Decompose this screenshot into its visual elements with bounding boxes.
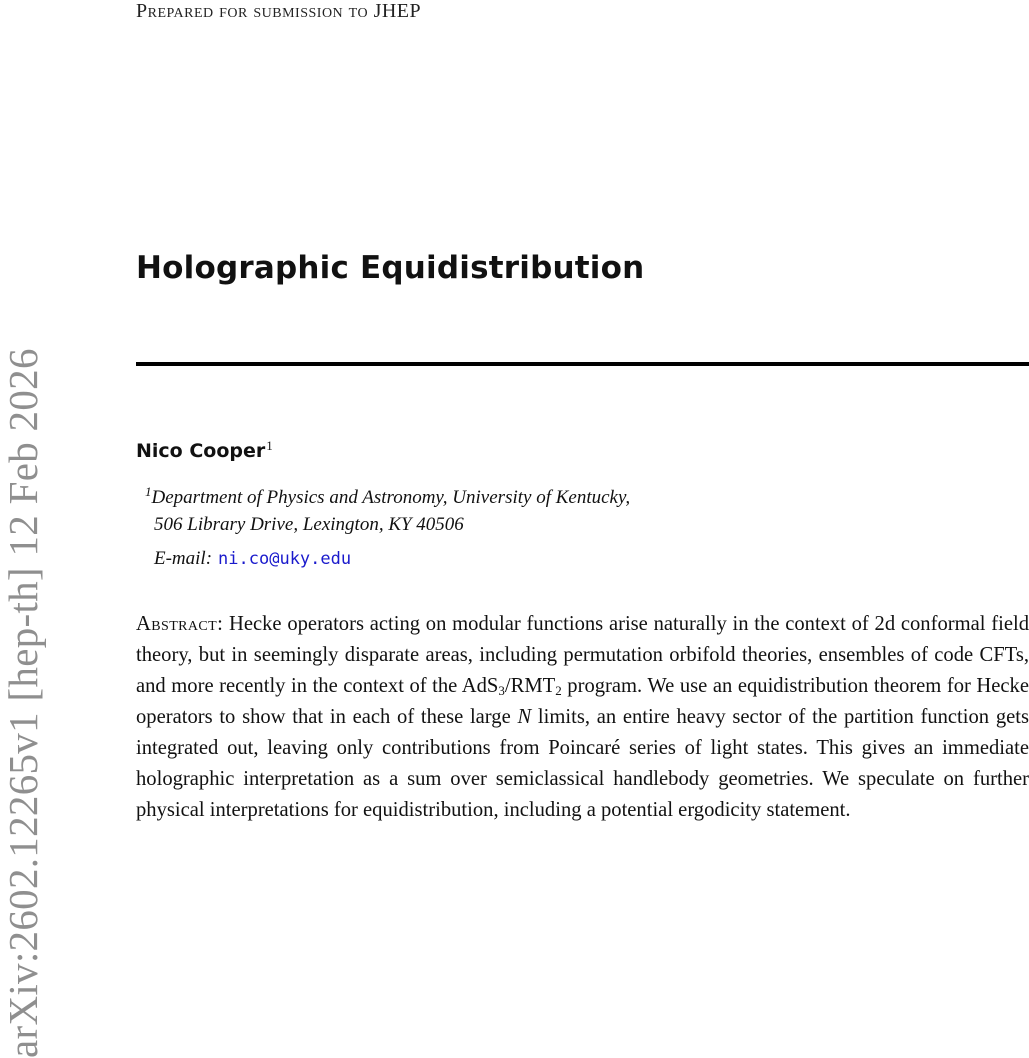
- abstract-variable-n: N: [517, 706, 532, 728]
- abstract-subscript-ads: 3: [498, 683, 505, 698]
- abstract-subscript-rmt: 2: [555, 683, 562, 698]
- author-name: Nico Cooper: [136, 440, 266, 462]
- abstract-heading: Abstract:: [136, 613, 224, 635]
- paper-title: Holographic Equidistribution: [136, 250, 645, 286]
- email-row: [154, 548, 351, 570]
- journal-header: Prepared for submission to JHEP: [136, 0, 422, 22]
- abstract-text-3: program. We use an equidistribution theorem for Hecke operators to show that in each of these large: [136, 675, 1029, 728]
- affiliation-line-1: Department of Physics and Astronomy, University of Kentucky,: [151, 487, 631, 508]
- author-line: [136, 438, 273, 462]
- affiliation-mark: 1: [145, 484, 152, 499]
- abstract-text-1: Hecke operators acting on modular functions arise naturally in the context of 2d conformal field theory, but in seemingly disparate areas, including permutation orbifold theories, ensembles of code CFTs, and more recently in the context of the AdS: [136, 613, 1029, 697]
- abstract-paragraph: [136, 609, 1029, 826]
- affiliation-block: [144, 478, 630, 538]
- arxiv-identifier-stamp: arXiv:2602.12265v1 [hep-th] 12 Feb 2026: [0, 348, 46, 1058]
- abstract-text-2: /RMT: [504, 675, 556, 697]
- email-label: E-mail:: [154, 548, 213, 569]
- title-divider: [136, 362, 1029, 366]
- email-link[interactable]: ni.co@uky.edu: [218, 549, 352, 569]
- abstract-text-4: limits, an entire heavy sector of the partition function gets integrated out, leaving only contributions from Poincaré series of light states. This gives an immediate holographic interpretation as a sum over semiclassical handlebody geometries. We speculate on further physical interpretations for equidistribution, including a potential ergodicity statement.: [136, 706, 1029, 821]
- author-affiliation-mark: 1: [266, 438, 273, 453]
- affiliation-line-2: 506 Library Drive, Lexington, KY 40506: [154, 514, 464, 535]
